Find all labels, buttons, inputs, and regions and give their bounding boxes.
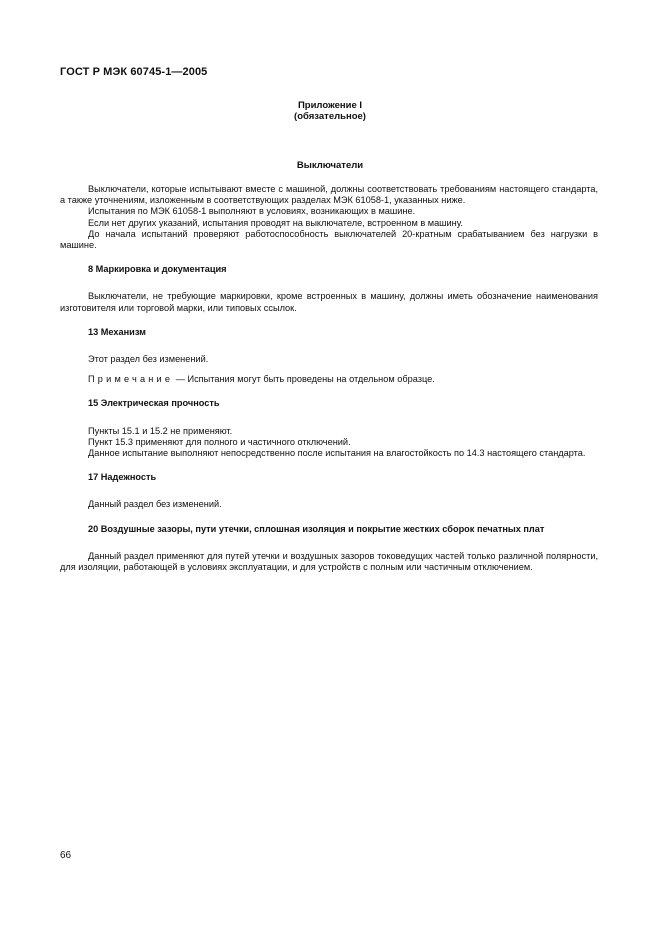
intro-paragraph-1: Выключатели, которые испытывают вместе с машиной, должны соответствовать требованиям настоящего стандарта, а также уточнениям, изложенным в соответствующих разделах МЭК 61058-1, указанных ниже.: [60, 184, 598, 206]
section-17-text: Данный раздел без изменений.: [88, 499, 222, 510]
section-8-text: Выключатели, не требующие маркировки, кроме встроенных в машину, должны иметь обозначение наименования изготовителя или торговой марки, или типовых ссылок.: [60, 291, 598, 313]
page-number: 66: [60, 850, 72, 861]
section-13-note: [60, 374, 598, 385]
section-20-heading: 20 Воздушные зазоры, пути утечки, сплошная изоляция и покрытие жестких сборок печатных плат: [88, 523, 545, 534]
intro-paragraph-2: Испытания по МЭК 61058-1 выполняют в условиях, возникающих в машине.: [88, 206, 416, 217]
section-15-heading: 15 Электрическая прочность: [88, 398, 220, 409]
section-15-paragraph-2: Пункт 15.3 применяют для полного и частичного отключений.: [88, 436, 351, 447]
section-15-paragraph-1: Пункты 15.1 и 15.2 не применяют.: [88, 425, 233, 436]
section-13-heading: 13 Механизм: [88, 326, 146, 337]
section-8-heading: 8 Маркировка и документация: [88, 264, 227, 275]
document-header: ГОСТ Р МЭК 60745-1—2005: [60, 66, 208, 78]
annex-title: Выключатели: [296, 160, 364, 171]
intro-paragraph-4: До начала испытаний проверяют работоспособность выключателей 20-кратным срабатыванием без нагрузки в машине.: [60, 228, 598, 251]
annex-label-block: [60, 100, 600, 122]
note-text: — Испытания могут быть проведены на отдельном образце.: [173, 374, 435, 385]
document-body: [60, 184, 598, 573]
section-13-text: Этот раздел без изменений.: [88, 354, 209, 365]
intro-paragraph-3: Если нет других указаний, испытания проводят на выключателе, встроенном в машину.: [88, 217, 463, 228]
section-17-heading: 17 Надежность: [88, 472, 157, 483]
section-20-text: Данный раздел применяют для путей утечки и воздушных зазоров токоведущих частей только различной полярности, для изоляции, работающей в условиях эксплуатации, и для устройств с полным или частичным отключением.: [60, 550, 598, 573]
annex-label: Приложение I: [297, 100, 363, 111]
note-label: Примечание: [88, 374, 174, 385]
section-15-paragraph-3: Данное испытание выполняют непосредственно после испытания на влагостойкость по 14.3 настоящего стандарта.: [88, 448, 586, 459]
annex-status: (обязательное): [294, 111, 366, 122]
